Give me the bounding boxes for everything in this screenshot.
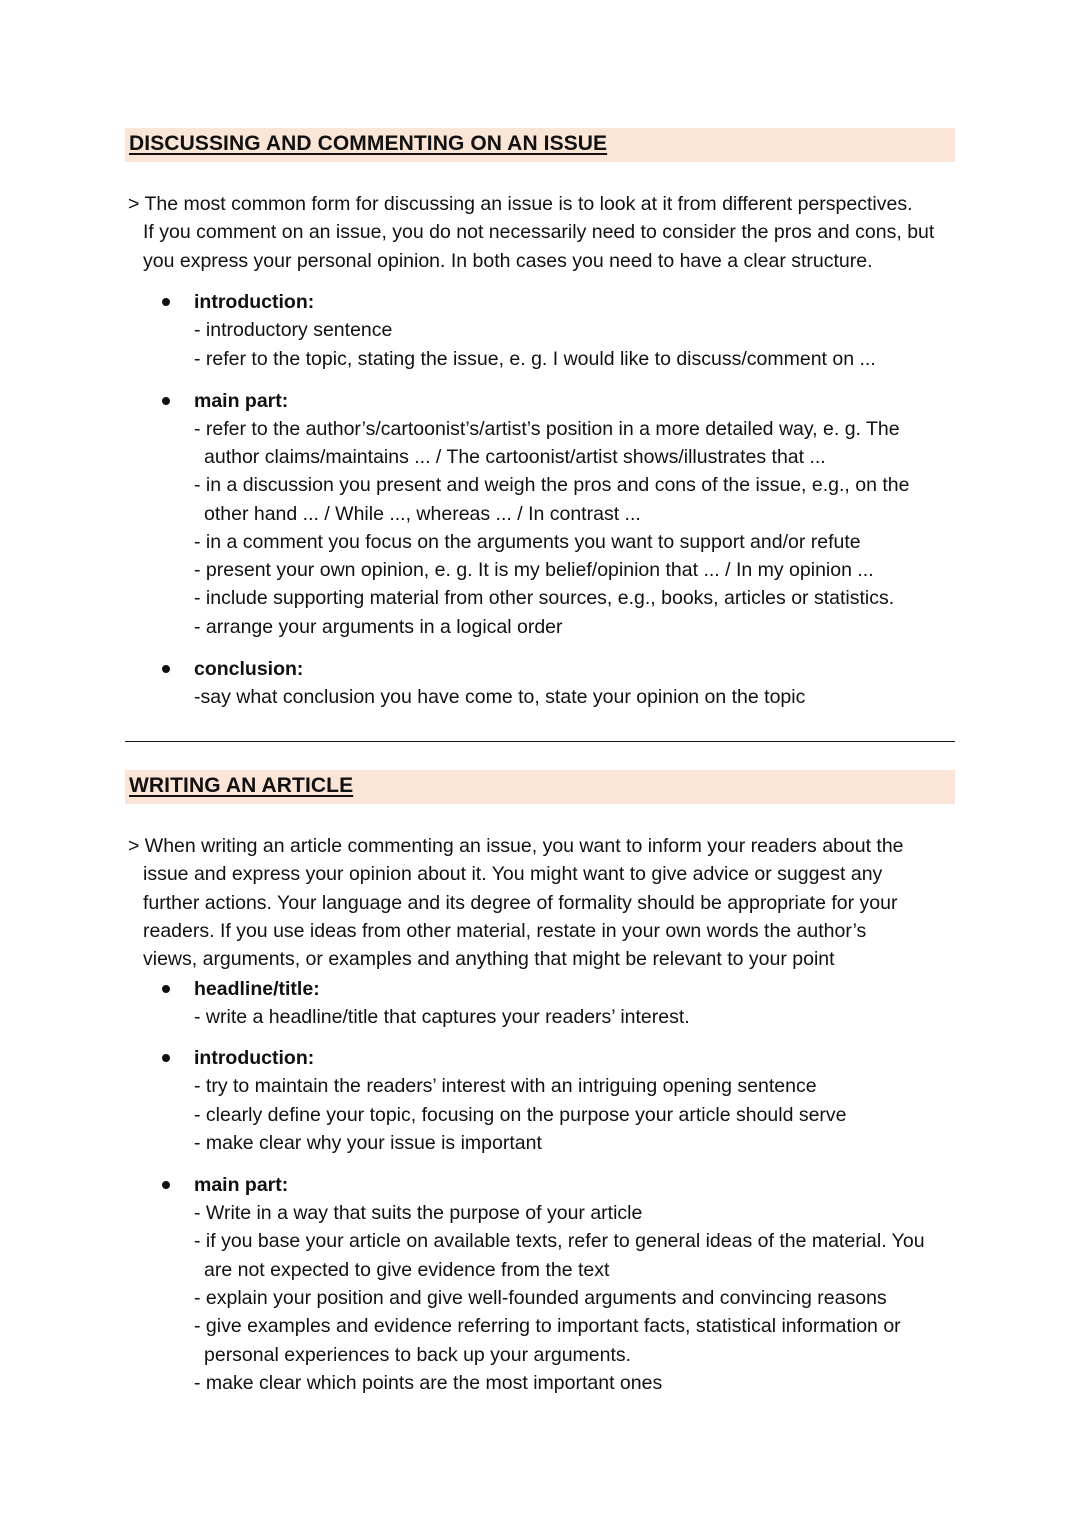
bullet-line: author claims/maintains ... / The cartoonist/artist shows/illustrates that ... [204, 446, 826, 468]
bullet-line: - clearly define your topic, focusing on the purpose your article should serve [194, 1104, 847, 1126]
bullet-line: - in a discussion you present and weigh the pros and cons of the issue, e.g., on the [194, 474, 910, 496]
bullet-title-introduction: introduction: [194, 1047, 315, 1069]
bullet-line: - write a headline/title that captures your readers’ interest. [194, 1006, 690, 1028]
bullet-title-main-part: main part: [194, 390, 289, 412]
bullet-line: are not expected to give evidence from the text [204, 1259, 610, 1281]
bullet-line: - in a comment you focus on the arguments you want to support and/or refute [194, 531, 861, 553]
bullet-title-conclusion: conclusion: [194, 658, 304, 680]
intro-line: you express your personal opinion. In both cases you need to have a clear structure. [143, 250, 873, 272]
bullet-icon [162, 397, 170, 405]
intro-line: further actions. Your language and its degree of formality should be appropriate for your [143, 892, 898, 914]
bullet-line: - if you base your article on available texts, refer to general ideas of the material. You [194, 1230, 925, 1252]
bullet-line: - explain your position and give well-founded arguments and convincing reasons [194, 1287, 887, 1309]
bullet-icon [162, 1181, 170, 1189]
bullet-line: other hand ... / While ..., whereas ... / In contrast ... [204, 503, 641, 525]
bullet-icon [162, 985, 170, 993]
bullet-line: - give examples and evidence referring to important facts, statistical information or [194, 1315, 901, 1337]
bullet-title-main-part: main part: [194, 1174, 289, 1196]
bullet-title-headline: headline/title: [194, 978, 320, 1000]
intro-line: > When writing an article commenting an issue, you want to inform your readers about the [128, 835, 904, 857]
intro-line: > The most common form for discussing an issue is to look at it from different perspectives. [128, 193, 913, 215]
bullet-line: - arrange your arguments in a logical order [194, 616, 563, 638]
intro-line: views, arguments, or examples and anything that might be relevant to your point [143, 948, 835, 970]
bullet-line: - make clear which points are the most important ones [194, 1372, 663, 1394]
bullet-title-introduction: introduction: [194, 291, 315, 313]
bullet-line: - introductory sentence [194, 319, 393, 341]
intro-line: issue and express your opinion about it. You might want to give advice or suggest any [143, 863, 883, 885]
bullet-line: - try to maintain the readers’ interest with an intriguing opening sentence [194, 1075, 817, 1097]
bullet-line: - make clear why your issue is important [194, 1132, 542, 1154]
bullet-icon [162, 1054, 170, 1062]
bullet-line: - include supporting material from other sources, e.g., books, articles or statistics. [194, 587, 895, 609]
bullet-line: -say what conclusion you have come to, state your opinion on the topic [194, 686, 806, 708]
bullet-line: personal experiences to back up your arguments. [204, 1344, 632, 1366]
intro-line: readers. If you use ideas from other material, restate in your own words the author’s [143, 920, 867, 942]
bullet-line: - Write in a way that suits the purpose of your article [194, 1202, 643, 1224]
bullet-icon [162, 298, 170, 306]
bullet-line: - refer to the author’s/cartoonist’s/artist’s position in a more detailed way, e. g. The [194, 418, 900, 440]
section-heading-band [125, 128, 955, 162]
section-heading-band [125, 770, 955, 804]
bullet-icon [162, 665, 170, 673]
bullet-line: - refer to the topic, stating the issue, e. g. I would like to discuss/comment on ... [194, 348, 876, 370]
section-divider [125, 741, 955, 742]
section-heading-article: WRITING AN ARTICLE [129, 774, 354, 797]
bullet-line: - present your own opinion, e. g. It is my belief/opinion that ... / In my opinion ... [194, 559, 874, 581]
section-heading-discussing: DISCUSSING AND COMMENTING ON AN ISSUE [129, 132, 608, 155]
intro-line: If you comment on an issue, you do not necessarily need to consider the pros and cons, but [143, 221, 935, 243]
